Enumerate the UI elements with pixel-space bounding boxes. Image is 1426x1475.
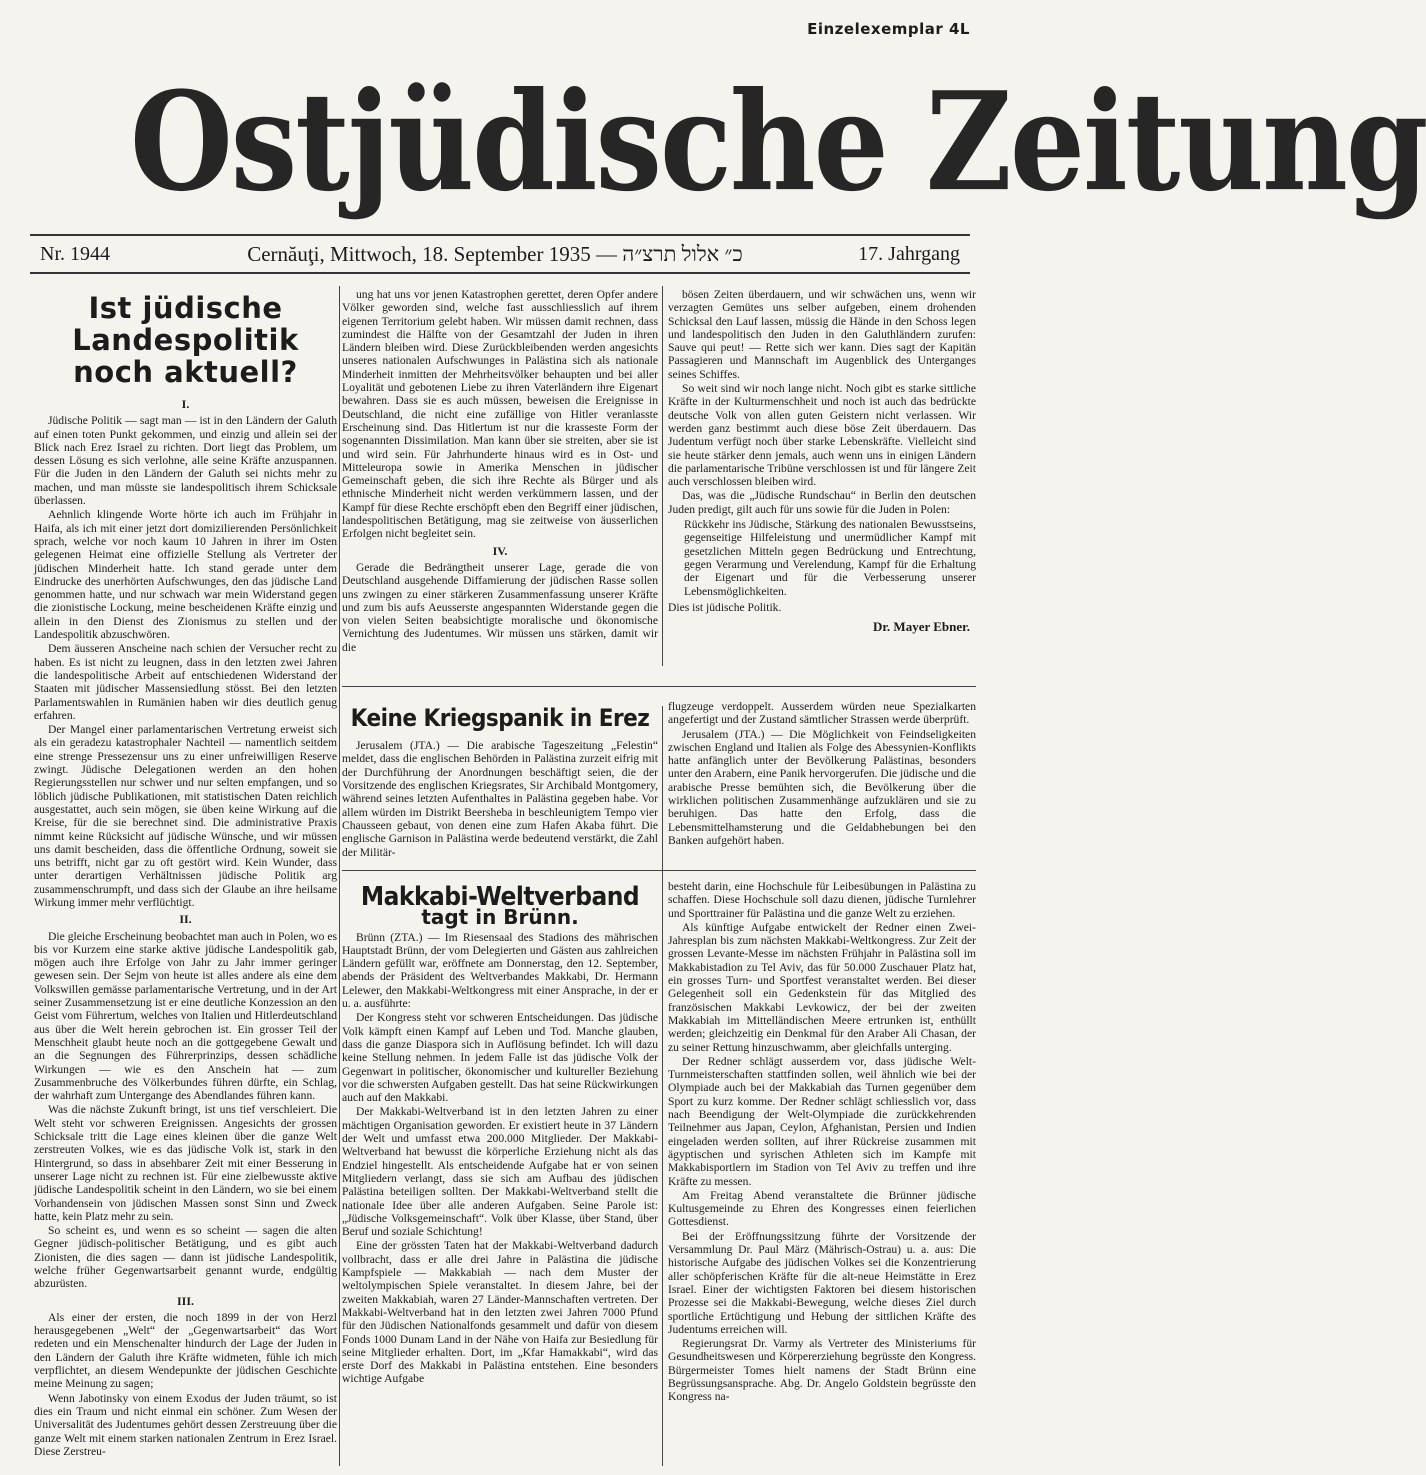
makkabi-headline: Makkabi-Weltverband: [360, 882, 640, 912]
author-signature: Dr. Mayer Ebner.: [872, 619, 970, 635]
section-number: IV.: [492, 543, 508, 558]
lead-article-column-2: [342, 288, 658, 655]
paragraph: besteht darin, eine Hochschule für Leibesübungen in Palästina zu schaffen. Diese Hochschule soll dazu dienen, jüdische Turnlehrer und Sporttrainer für Palästina und die ganze Welt zu erziehen.: [668, 880, 976, 920]
paragraph: Als einer der ersten, die noch 1899 in der von Herzl herausgegebenen „Welt“ der „Gegenwartsarbeit“ das Wort redeten und ein Menschenalter hindurch der Lage der Juden in den Ländern der Galuth ihre Kräfte widmeten, fühle ich mich verpflichtet, an diesem Wendepunkte der jüdischen Geschichte meine Meinung zu sagen;: [34, 1310, 337, 1391]
paragraph: bösen Zeiten überdauern, und wir schwächen uns, wenn wir verzagten Gemütes uns selber aufgeben, einem drohenden Schicksal den Lauf lassen, müssig die Hände in den Schoss legen und landespolitisch den Juden in den Galuthländern zurufen: Sauve qui peut! — Rette sich wer kann. Dies sagt der Kapitän Passagieren und Mannschaft im Augenblick des Unterganges seines Schiffes.: [668, 288, 976, 381]
program-quote: [668, 518, 976, 598]
paragraph: Als künftige Aufgabe entwickelt der Redner einen Zwei-Jahresplan bis zum nächsten Makkabi-Weltkongress. Zur Zeit der grossen Levante-Messe im nächsten Frühjahr in Palästina soll im Makkabistadion zu Tel Aviv, das für 50.000 Zuschauer Platz hat, ein grosses Turn- und Sportfest veranstaltet werden. Bei dieser Gelegenheit soll ein Gedenkstein für das Mitglied des französischen Makkabi Levkowicz, der bei der zweiten Makkabiah im Mittelländischen Meere ertrunken ist, enthüllt werden; gleichzeitig ein Denkmal für den Araber Ali Chasan, der zu seiner Rettung hinzuschwamm, aber gleichfalls unterging.: [668, 920, 976, 1054]
issue-number: Nr. 1944: [40, 242, 110, 265]
paragraph: Der Mangel einer parlamentarischen Vertretung erweist sich als ein geradezu katastrophaler Nachteil — namentlich seitdem eine strenge Pressezensur uns zu einer unfreiwilligen Reserve zwingt. Jüdische Delegationen werden an den hohen Regierungsstellen nur schwer und nur selten empfangen, und so löblich jüdische Publikationen, mit statistischen Daten reichlich ausgestattet, auch sein mögen, sie üben keine Wirkung auf die Kreise, für die sie berechnet sind. Die administrative Praxis nimmt keine Rücksicht auf jüdische Wünsche, und wir müssen uns damit bescheiden, dass die öffentliche Ordnung, soweit sie uns betrifft, nicht gar zu oft gestört wird. Kein Wunder, dass unter derartigen Verhältnissen jüdische Politik arg zusammenschrumpft, und dass sich der Glaube an ihre heilsame Wirkung immer mehr verflüchtigt.: [34, 723, 337, 909]
paragraph: Das, was die „Jüdische Rundschau“ in Berlin den deutschen Juden predigt, gilt auch für uns sowie für die Juden in Polen:: [668, 489, 976, 516]
section-number: I.: [181, 397, 190, 411]
paragraph: Der Kongress steht vor schweren Entscheidungen. Das jüdische Volk kämpft einen Kampf auf Leben und Tod. Manche glauben, dass die ganze Diaspora sich in Auflösung befindet. Ich will dazu keine Stellung nehmen. In jedem Falle ist das jüdische Volk der Gegenwart in politischer, ökonomischer und kultureller Beziehung vor die schwersten Aufgaben gestellt. Das hat seine Rückwirkungen auch auf den Makkabi.: [342, 1011, 658, 1105]
lead-article-column-3: [668, 288, 976, 633]
copy-price: Einzelexemplar 4L: [807, 20, 970, 38]
section-rule: [342, 870, 976, 871]
makkabi-left: [342, 880, 658, 1387]
paragraph: Am Freitag Abend veranstaltete die Brünner jüdische Kultusgemeinde zu Ehren des Kongresses einen feierlichen Gottesdienst.: [668, 1188, 976, 1229]
paragraph: Jerusalem (JTA.) — Die Möglichkeit von Feindseligkeiten zwischen England und Italien als Folge des Abessynien-Konflikts hatte anfänglich unter der Bevölkerung Palästinas, besonders unter den Arabern, eine Panik hervorgerufen. Die jüdische und die arabische Presse bemühten sich, die Bevölkerung über die wirklichen politischen Zusammenhänge aufzuklären und sie zu beruhigen. Das hatte den Erfolg, dass die Lebensmittelhamsterung und die Geldabhebungen bei den Banken aufgehört haben.: [668, 727, 976, 847]
kriegspanik-headline: Keine Kriegspanik in Erez: [350, 704, 650, 732]
column-rule: [662, 286, 663, 666]
volume-year: 17. Jahrgang: [858, 242, 960, 265]
kriegspanik-right: [668, 700, 976, 848]
paragraph: ung hat uns vor jenen Katastrophen gerettet, deren Opfer andere Völker geworden sind, welche fast ausschliesslich auf ihrem eigenen Territorium gelebt haben. Wir müssen damit rechnen, dass zumindest die Hälfte von der Gesamtzahl der Juden in ihren Ländern bleiben wird. Diese Zurückbleibenden werden angesichts unseres nationalen Aufschwunges in Palästina sich als nationale Minderheit inmitten der Mehrheitsvölker behaupten und bei aller Loyalität und gebotenen Liebe zu ihren Vaterländern ihre Eigenart bewahren. Dass sie es auch müssen, beweisen die Ereignisse in Deutschland, die nicht eine zufällige von Hitler veranlasste Erscheinung sind. Das Hitlertum ist nur die krasseste Form der sogenannten Dissimilation. Man kann über sie streiten, aber sie ist und wird sein. Für Jahrhunderte hinaus wird es in Ost- und Mitteleuropa sowie in Amerika Menschen in jüdischer Gemeinschaft geben, die sich ihre Rechte als Bürger und als ethnische Minderheit nicht werden verkümmern lassen, und der Kampf für diese Rechte erschöpft eben den Begriff einer jüdischen, landespolitischen Betätigung, mag sie zeitweise von äusserlichen Erfolgen nicht begleitet sein.: [342, 288, 658, 541]
section-rule: [342, 686, 976, 687]
section-number: II.: [179, 912, 192, 927]
lead-headline: Ist jüdische Landespolitik noch aktuell?: [72, 291, 299, 389]
paragraph: So weit sind wir noch lange nicht. Noch gibt es starke sittliche Kräfte in der Kulturmenschheit und noch ist auch das bedrückte deutsche Volk von allen guten Geistern nicht verlassen. Wir werden ganz bestimmt auch diese böse Zeit überdauern. Das Judentum verfügt noch über starke Lebenskräfte. Vielleicht sind sie heute stärker denn jemals, auch wenn uns in einigen Ländern die parlamentarische Tribüne verschlossen ist und für längere Zeit auch verschlossen bleiben wird.: [668, 382, 976, 489]
dateline-bar: [30, 234, 970, 274]
paragraph: Jerusalem (JTA.) — Die arabische Tageszeitung „Felestin“ meldet, dass die englischen Behörden in Palästina zurzeit eifrig mit der Durchführung der Anordnungen beschäftigt seien, die der Vorsitzende des englischen Kriegsrates, Sir Archibald Montgomery, während seines letzten Aufenthaltes in Palästina gegeben habe. Vor allem würden im Distrikt Beersheba in beschleunigtem Tempo vier Chausseen gebaut, von denen eine zum Hafen Akaba führt. Die englische Garnison in Palästina werde bedeutend verstärkt, die Zahl der Militär-: [342, 739, 658, 859]
paragraph: Dem äusseren Anscheine nach schien der Versucher recht zu haben. Es ist nicht zu leugnen, dass in den letzten zwei Jahren die landespolitische Arbeit auf entschiedenen Widerstand der Staaten mit jüdischer Massensiedlung stösst. Bei den letzten Parlamentswahlen in Rumänien haben wir dies deutlich genug erfahren.: [34, 642, 337, 722]
publication-date: Cernăuţi, Mittwoch, 18. September 1935 — כ״ אלול תרצ״ה: [247, 241, 743, 266]
paragraph: Die gleiche Erscheinung beobachtet man auch in Polen, wo es bis vor Kurzem eine starke aktive jüdische Landespolitik gab, mögen auch ihre Erfolge von Jahr zu Jahr immer geringer gewesen sein. Der Sejm von heute ist alles andere als eine dem Volkswillen gemässe parlamentarische Vertretung, und in der Art seiner Zusammensetzung ist er eine deutliche Konzession an den Geist vom Führertum, welches von Italien und Hitlerdeutschland aus über die Welt herein gebrochen ist. Ein grosser Teil der Menschheit glaubt heute noch an die gottgegebene Gewalt und an die Segnungen des Führerprinzips, dessen schädliche Wirkungen — wie es den Anschein hat — zum Zusammenbruche des Völkerbundes führen dürfte, ein Schlag, der wahrhaft zum Untergange des Abendlandes führen kann.: [34, 929, 337, 1103]
paragraph: Gerade die Bedrängtheit unserer Lage, gerade die von Deutschland ausgehende Diffamierung der jüdischen Rasse sollen uns zwingen zu einer stärkeren Zusammenfassung unserer Kräfte und zum bis aufs Aeusserste angespannten Widerstande gegen die von vielen Seiten beabsichtigte moralische und ökonomische Vernichtung des Judentumes. Wir müssen uns stärken, damit wir die: [342, 560, 658, 654]
paragraph: Eine der grössten Taten hat der Makkabi-Weltverband dadurch vollbracht, dass er alle drei Jahre in Palästina die jüdische Kampfspiele — Makkabiah — nach dem Muster der weltolympischen Spiele veranstaltet. In diesem Jahre, bei der zweiten Makkabiah, waren 27 Länder-Mannschaften vertreten. Der Makkabi-Weltverband hat in den letzten zwei Jahren 7000 Pfund für den Jüdischen Nationalfonds gesammelt und dafür von diesem Fonds 1000 Dunam Land in der Nähe von Haifa zur Besiedlung für seine Mitglieder erhalten. Dort, im „Kfar Hamakkabi“, wird das erste Dorf des Makkabi in Palästina entstehen. Eine besonders wichtige Aufgabe: [342, 1239, 658, 1386]
paragraph: Wenn Jabotinsky von einem Exodus der Juden träumt, so ist dies ein Traum und nicht einmal ein schöner. Zum Wesen der Universalität des Judentumes gehört dessen Zerstreuung über die ganze Welt mit einem starken nationalen Zentrum in Erez Israel. Diese Zerstreu-: [34, 1391, 337, 1458]
paragraph: Brünn (ZTA.) — Im Riesensaal des Stadions des mährischen Hauptstadt Brünn, der vom Delegierten und Gästen aus zahlreichen Ländern gefüllt war, eröffnete am Donnerstag, den 12. September, abends der Präsident des Weltverbandes Makkabi, Dr. Hermann Lelewer, den Makkabi-Weltkongress mit einer Ansprache, in der er u. a. ausführte:: [342, 930, 658, 1011]
paragraph: Regierungsrat Dr. Varmy als Vertreter des Ministeriums für Gesundheitswesen und Körpererziehung begrüsste den Kongress. Bürgermeister Tomes hielt namens der Stadt Brünn eine Begrüssungsansprache. Abg. Dr. Angelo Goldstein begrüsste den Kongress na-: [668, 1337, 976, 1404]
quote-text: Rückkehr ins Jüdische, Stärkung des nationalen Bewusstseins, gegenseitige Hilfeleistung und unermüdlicher Kampf mit gesetzlichen Mitteln gegen Bedrückung und Entrechtung, gegen Verarmung und Verelendung, Kampf für die Erhaltung der Eigenart und für die Verbesserung unserer Lebensmöglichkeiten.: [684, 518, 976, 598]
makkabi-subheadline: tagt in Brünn.: [421, 905, 579, 930]
column-rule: [662, 706, 663, 1466]
lead-article-column-1: [34, 288, 337, 1459]
paragraph: Bei der Eröffnungssitzung führte der Vorsitzende der Versammlung Dr. Paul März (Mährisch-Ostrau) u. a. aus: Die historische Aufgabe des jüdischen Volkes sei die Konzentrierung aller schöpferischen Kräfte für die alt-neue Heimstätte in Erez Israel. Einer der wichtigsten Faktoren bei diesem historischen Prozesse sei die Makkabi-Bewegung, welche dieses Ziel durch sportliche Ertüchtigung und Hebung der sittlichen Kräfte des Judentums erreichen will.: [668, 1229, 976, 1336]
section-number: III.: [176, 1293, 194, 1308]
makkabi-right: [668, 880, 976, 1405]
paragraph: Was die nächste Zukunft bringt, ist uns tief verschleiert. Die Welt steht vor schweren Ereignissen. Angesichts der grossen Schicksale tritt die Lage eines kleinen über die ganze Welt zerstreuten Volkes, wie es das jüdische Volk ist, stark in den Hintergrund, so dass in absehbarer Zeit mit einer Besserung in unserer Lage nicht zu rechnen ist. Für eine zielbewusste aktive jüdische Landespolitik scheint in den Ländern, wo sie bei einem Vorhandensein von jüdischen Massen sonst Sinn und Zweck hatte, kein Platz mehr zu sein.: [34, 1103, 337, 1223]
kriegspanik-left: [342, 700, 658, 860]
paragraph: Der Redner schlägt ausserdem vor, dass jüdische Welt-Turnmeisterschaften stattfinden sollen, weil ähnlich wie bei der Olympiade auch bei der Makkabiah das Turnen gegenüber dem Sport zu kurz komme. Der Redner schlägt schliesslich vor, dass nach Beendigung der Welt-Olympiade die zurückkehrenden Teilnehmer aus Japan, Ceylon, Afghanistan, Persien und Indien eingeladen werden sollten, auf ihrer Rückreise zusammen mit ägyptischen und syrischen Athleten sich im Kampfe mit Makkabisportlern im Stadion von Tel Aviv zu treffen und ihre Kräfte zu messen.: [668, 1054, 976, 1188]
paragraph: flugzeuge verdoppelt. Ausserdem würden neue Spezialkarten angefertigt und der Zustand sämtlicher Strassen werde überprüft.: [668, 700, 976, 727]
closing-line: Dies ist jüdische Politik.: [668, 600, 782, 614]
column-rule: [339, 286, 340, 1466]
paragraph: Aehnlich klingende Worte hörte ich auch im Frühjahr in Haifa, als ich mit einer jetzt dort domizilierenden Persönlichkeit sprach, welche vor noch kaum 10 Jahren in ihrer im Osten gelegenen Heimat eine offizielle Stellung als Vertreter der jüdischen Minderheit hatte. Ich stand gerade unter dem Eindrucke des unerhörten Aufschwunges, den das jüdische Land genommen hatte, und nur schwach war mein Widerstand gegen die zionistische Lockung, meine bescheidenen Kräfte einzig und allein in den Dienst des Zionismus zu stellen und der Landespolitik abzuschwören.: [34, 508, 337, 642]
paragraph: Jüdische Politik — sagt man — ist in den Ländern der Galuth auf einen toten Punkt gekommen, und einzig und allein sei der Blick nach Erez Israel zu richten. Dort liegt das Problem, um dessen Lösung es sich verlohne, alle seine Kräfte anzuspannen. Für die Juden in den Ländern der Galuth sei nichts mehr zu machen, und man müsste sie landespolitisch ihrem Schicksale überlassen.: [34, 414, 337, 508]
paragraph: So scheint es, und wenn es so scheint — sagen die alten Gegner jüdisch-politischer Betätigung, und es gibt auch Zionisten, die dies sagen — dann ist jüdische Landespolitik, welche früher Gegenwartsarbeit genannt wurde, endgültig abzurüsten.: [34, 1224, 337, 1291]
masthead-title: Ostjüdische Zeitung: [130, 61, 1426, 222]
paragraph: Der Makkabi-Weltverband ist in den letzten Jahren zu einer mächtigen Organisation geworden. Er existiert heute in 37 Ländern der Welt und umfasst etwa 200.000 Mitglieder. Der Makkabi-Weltverband hat bewusst die körperliche Erziehung nicht als das Endziel hingestellt. Als entscheidende Aufgabe hat er von seinen Mitgliedern verlangt, dass sie sich am Aufbau des jüdischen Palästina beteiligen sollten. Der Makkabi-Weltverband stellt die nationale Idee über alle anderen Aufgaben. Seine Parole ist: „Jüdische Volksgemeinschaft“. Volk über Klasse, über Stand, über Beruf und soziale Schichtung!: [342, 1105, 658, 1239]
